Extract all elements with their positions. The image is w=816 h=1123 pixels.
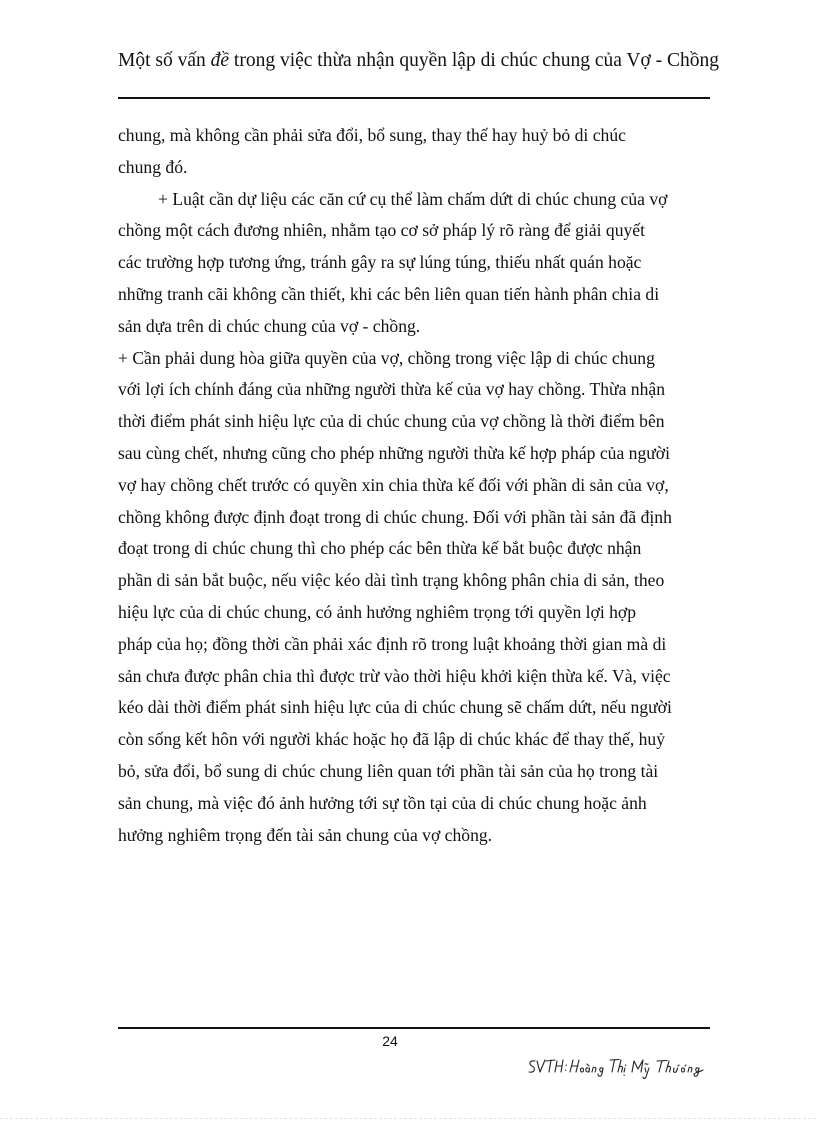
text-line: thời điểm phát sinh hiệu lực của di chúc chung của vợ chồng là thời điểm bên: [118, 411, 665, 432]
text-line: + Luật cần dự liệu các căn cứ cụ thể làm chấm dứt di chúc chung của vợ: [158, 188, 668, 209]
text-line: bỏ, sửa đổi, bổ sung di chúc chung liên quan tới phần tài sản của họ trong tài: [118, 760, 659, 781]
header-title-italic-word: đề: [210, 50, 230, 71]
page-bottom-edge: [0, 1118, 816, 1119]
text-line: pháp của họ; đồng thời cần phải xác định rõ trong luật khoảng thời gian mà di: [118, 633, 667, 654]
text-line: vợ hay chồng chết trước có quyền xin chia thừa kế đối với phần di sản của vợ,: [118, 474, 669, 495]
text-line: sản chưa được phân chia thì được trừ vào thời hiệu khởi kiện thừa kế. Và, việc: [118, 665, 671, 686]
text-line: phần di sản bắt buộc, nếu việc kéo dài tình trạng không phân chia di sản, theo: [118, 570, 665, 591]
page-number: 24: [382, 1033, 398, 1049]
text-line: kéo dài thời điểm phát sinh hiệu lực của di chúc chung sẽ chấm dứt, nếu người: [118, 697, 672, 718]
text-line: với lợi ích chính đáng của những người thừa kế của vợ hay chồng. Thừa nhận: [118, 379, 666, 400]
text-line: hưởng nghiêm trọng đến tài sản chung của vợ chồng.: [118, 824, 493, 845]
header-title-part-1: Một số vấn: [118, 50, 211, 71]
text-line: các trường hợp tương ứng, tránh gây ra sự lúng túng, thiếu nhất quán hoặc: [118, 252, 642, 273]
text-line: chung đó.: [118, 156, 188, 177]
text-line: những tranh cãi không cần thiết, khi các bên liên quan tiến hành phân chia di: [118, 283, 660, 304]
signature-drawing: [526, 1054, 706, 1080]
header-title-part-2: trong việc thừa nhận quyền lập di chúc chung của Vợ - Chồng: [229, 50, 720, 71]
text-line: + Cần phải dung hòa giữa quyền của vợ, chồng trong việc lập di chúc chung: [118, 347, 655, 368]
text-line: sau cùng chết, nhưng cũng cho phép những người thừa kế hợp pháp của người: [118, 442, 670, 463]
header-divider: [118, 97, 710, 99]
text-line: còn sống kết hôn với người khác hoặc họ đã lập di chúc khác để thay thế, huỷ: [118, 729, 666, 750]
handwritten-signature: [526, 1054, 706, 1080]
text-line: sản dựa trên di chúc chung của vợ - chồng.: [118, 315, 421, 336]
body-text: [118, 120, 713, 851]
text-line: chồng một cách đương nhiên, nhằm tạo cơ sở pháp lý rõ ràng để giải quyết: [118, 220, 646, 241]
text-line: chồng không được định đoạt trong di chúc chung. Đối với phần tài sản đã định: [118, 506, 672, 527]
text-line: sản chung, mà việc đó ảnh hưởng tới sự tồn tại của di chúc chung hoặc ảnh: [118, 792, 647, 813]
page-header-title: [118, 50, 720, 72]
footer-divider: [118, 1027, 710, 1029]
text-line: hiệu lực của di chúc chung, có ảnh hưởng nghiêm trọng tới quyền lợi hợp: [118, 601, 637, 622]
text-line: đoạt trong di chúc chung thì cho phép các bên thừa kế bắt buộc được nhận: [118, 538, 642, 559]
text-line: chung, mà không cần phải sửa đổi, bổ sung, thay thế hay huỷ bỏ di chúc: [118, 125, 626, 145]
